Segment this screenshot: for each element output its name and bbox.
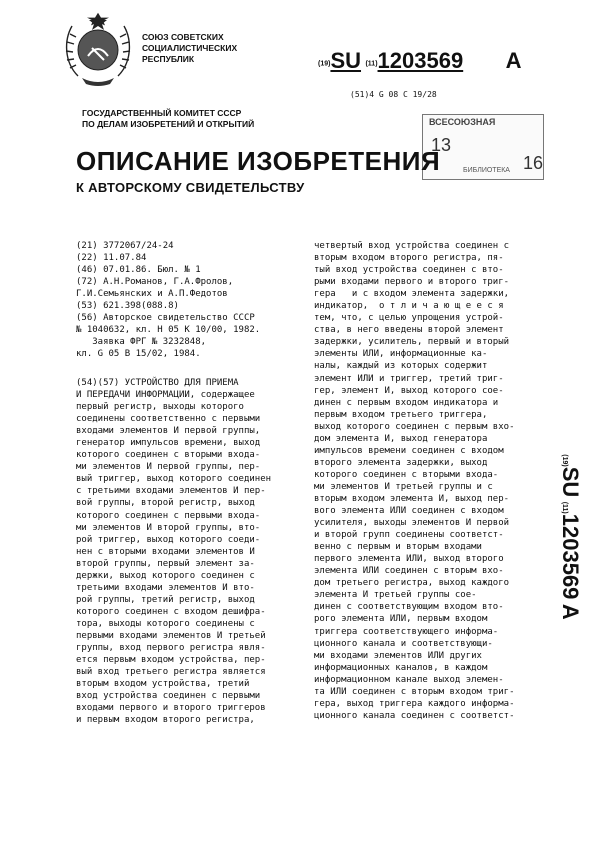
text-line: рой группы, третий регистр, выход bbox=[76, 594, 255, 605]
text-line: венно с первым и вторым входами bbox=[314, 542, 482, 553]
meta-line: Г.И.Семьянских и А.П.Федотов bbox=[76, 289, 228, 300]
text-line: нен с вторыми входами элементов И bbox=[76, 546, 255, 557]
text-line: (54)(57) УСТРОЙСТВО ДЛЯ ПРИЕМА bbox=[76, 378, 239, 388]
text-line: ми элементов И третьей группы и с bbox=[314, 481, 493, 492]
text-line: второго элемента задержки, выход bbox=[314, 457, 488, 468]
stamp-number-left: 13 bbox=[431, 135, 452, 155]
text-line: первыми входами элементов И третьей bbox=[76, 630, 266, 641]
text-line: вой группы, второй регистр, выход bbox=[76, 498, 255, 509]
committee-line: ПО ДЕЛАМ ИЗОБРЕТЕНИЙ И ОТКРЫТИЙ bbox=[82, 119, 255, 129]
side-country-code: SU bbox=[558, 466, 583, 498]
meta-line: (21) 3772067/24-24 bbox=[76, 241, 174, 251]
text-line: ется первым входом устройства, пер- bbox=[76, 655, 266, 666]
text-line: первый регистр, выходы которого bbox=[76, 402, 244, 413]
meta-line: (72) А.Н.Романов, Г.А.Фролов, bbox=[76, 277, 234, 288]
meta-line: № 1040632, кл. Н 05 К 10/00, 1982. bbox=[76, 325, 261, 336]
text-line: входами первого и второго триггеров bbox=[76, 703, 266, 714]
side-number-tag: (11) bbox=[561, 501, 568, 514]
text-line: элемента ИЛИ соединен с вторым вхо- bbox=[314, 566, 504, 577]
side-country-tag: (19) bbox=[561, 454, 568, 467]
org-line: СОЮЗ СОВЕТСКИХ bbox=[142, 32, 224, 42]
text-line: информационном канале выход элемен- bbox=[314, 674, 504, 685]
text-line: гера и с входом элемента задержки, bbox=[314, 289, 510, 300]
text-line: ционного канала и соответствующи- bbox=[314, 638, 493, 649]
text-line: импульсов времени соединен с входом bbox=[314, 445, 504, 456]
text-line: информационных каналов, в каждом bbox=[314, 662, 488, 673]
kind-code: A bbox=[505, 48, 522, 73]
document-subtitle: К АВТОРСКОМУ СВИДЕТЕЛЬСТВУ bbox=[76, 180, 305, 195]
meta-line: Заявка ФРГ № 3232848, bbox=[76, 337, 207, 348]
country-tag: (19) bbox=[318, 60, 331, 68]
text-line: первым входом третьего триггера, bbox=[314, 409, 488, 420]
text-line: И ПЕРЕДАЧИ ИНФОРМАЦИИ, содержащее bbox=[76, 390, 255, 401]
side-patent-label bbox=[552, 412, 588, 662]
text-line: входами элементов И первой группы, bbox=[76, 426, 261, 437]
patent-number-block bbox=[318, 48, 522, 74]
text-line: тора, выходы которого соединены с bbox=[76, 618, 255, 629]
claims-left-column bbox=[76, 377, 271, 726]
text-line: вый вход третьего регистра является bbox=[76, 667, 266, 678]
text-line: динен с первым входом индикатора и bbox=[314, 397, 499, 408]
text-line: ми элементов И второй группы, вто- bbox=[76, 522, 261, 533]
text-line: первого элемента ИЛИ, выход второго bbox=[314, 554, 504, 565]
text-line: та ИЛИ соединен с вторым входом триг- bbox=[314, 686, 515, 697]
text-line: динен с соответствующим входом вто- bbox=[314, 602, 504, 613]
side-patent-number: 1203569 bbox=[558, 513, 583, 600]
org-line: СОЦИАЛИСТИЧЕСКИХ bbox=[142, 43, 238, 53]
text-line: генератор импульсов времени, выход bbox=[76, 438, 261, 449]
side-kind-code: A bbox=[558, 603, 583, 620]
text-line: группы, вход первого регистра явля- bbox=[76, 643, 266, 654]
text-line: задержки, усилитель, первый и вторый bbox=[314, 337, 510, 348]
org-line: РЕСПУБЛИК bbox=[142, 54, 195, 64]
committee-line: ГОСУДАРСТВЕННЫЙ КОМИТЕТ СССР bbox=[82, 108, 242, 118]
text-line: элемента И третьей группы сое- bbox=[314, 590, 477, 601]
meta-line: кл. G 05 В 15/02, 1984. bbox=[76, 349, 201, 360]
text-line: ства, в него введены второй элемент bbox=[314, 325, 504, 336]
claims-right-column bbox=[314, 240, 514, 722]
text-line: которого соединен с первыми входа- bbox=[76, 510, 261, 521]
text-line: и второй групп соединены соответст- bbox=[314, 530, 504, 541]
text-line: дом элемента И, выход генератора bbox=[314, 433, 488, 444]
text-line: налы, каждый из которых содержит bbox=[314, 361, 488, 372]
stamp-number-right: 16 bbox=[523, 153, 544, 173]
text-line: вторым входом элемента И, выход пер- bbox=[314, 493, 510, 504]
text-line: рыми входами первого и второго триг- bbox=[314, 277, 510, 288]
meta-line: (53) 621.398(088.8) bbox=[76, 301, 179, 312]
text-line: гера, выход триггера каждого информа- bbox=[314, 698, 515, 709]
stamp-bottom-text: БИБЛИОТЕКА bbox=[463, 167, 510, 174]
text-line: которого соединен с входом дешифра- bbox=[76, 606, 266, 617]
ipc-classification: (51)4 G 08 C 19/28 bbox=[350, 90, 437, 99]
text-line: ми входами элементов ИЛИ других bbox=[314, 650, 482, 661]
text-line: выход которого соединен с первым вхо- bbox=[314, 421, 515, 432]
ussr-emblem-icon bbox=[62, 10, 134, 88]
text-line: которого соединен с вторыми входа- bbox=[76, 450, 261, 461]
text-line: и первым входом второго регистра, bbox=[76, 715, 255, 726]
meta-line: (46) 07.01.86. Бюл. № 1 bbox=[76, 265, 201, 276]
text-line: ми элементов И первой группы, пер- bbox=[76, 462, 261, 473]
text-line: усилителя, выходы элементов И первой bbox=[314, 518, 510, 529]
text-line: держки, выход которого соединен с bbox=[76, 570, 255, 581]
meta-line: (22) 11.07.84 bbox=[76, 253, 147, 264]
meta-line: (56) Авторское свидетельство СССР bbox=[76, 313, 255, 324]
text-line: рого элемента ИЛИ, первым входом bbox=[314, 614, 488, 625]
library-stamp bbox=[422, 114, 544, 180]
country-code: SU bbox=[330, 48, 362, 73]
text-line: индикатор, о т л и ч а ю щ е е с я bbox=[314, 301, 504, 312]
text-line: элемент ИЛИ и триггер, третий триг- bbox=[314, 373, 504, 384]
number-tag: (11) bbox=[365, 60, 378, 68]
text-line: элементы ИЛИ, информационные ка- bbox=[314, 349, 488, 360]
text-line: вторым входом второго регистра, пя- bbox=[314, 253, 504, 264]
committee bbox=[82, 108, 254, 130]
text-line: которого соединен с вторыми входа- bbox=[314, 469, 499, 480]
patent-number: 1203569 bbox=[377, 48, 464, 73]
stamp-text: ВСЕСОЮЗНАЯ bbox=[429, 117, 496, 127]
text-line: соединены соответственно с первыми bbox=[76, 414, 261, 425]
text-line: вый триггер, выход которого соединен bbox=[76, 474, 272, 485]
text-line: триггера соответствующего информа- bbox=[314, 626, 499, 637]
text-line: вторым входом устройства, третий bbox=[76, 679, 250, 690]
text-line: четвертый вход устройства соединен с bbox=[314, 241, 510, 251]
text-line: тем, что, с целью упрощения устрой- bbox=[314, 313, 504, 324]
text-line: гер, элемент И, выход которого сое- bbox=[314, 385, 504, 396]
text-line: второй группы, первый элемент за- bbox=[76, 558, 255, 569]
text-line: тый вход устройства соединен с вто- bbox=[314, 265, 504, 276]
bibliographic-data bbox=[76, 240, 260, 360]
document-title: ОПИСАНИЕ ИЗОБРЕТЕНИЯ bbox=[76, 146, 441, 176]
issuing-authority bbox=[142, 32, 237, 65]
text-line: вход устройства соединен с первыми bbox=[76, 691, 261, 702]
text-line: ционного канала соединен с соответст- bbox=[314, 710, 515, 721]
text-line: дом третьего регистра, выход каждого bbox=[314, 578, 510, 589]
text-line: рой триггер, выход которого соеди- bbox=[76, 534, 261, 545]
text-line: с третьими входами элементов И пер- bbox=[76, 486, 266, 497]
text-line: вого элемента ИЛИ соединен с входом bbox=[314, 506, 504, 517]
text-line: третьими входами элементов И вто- bbox=[76, 582, 255, 593]
